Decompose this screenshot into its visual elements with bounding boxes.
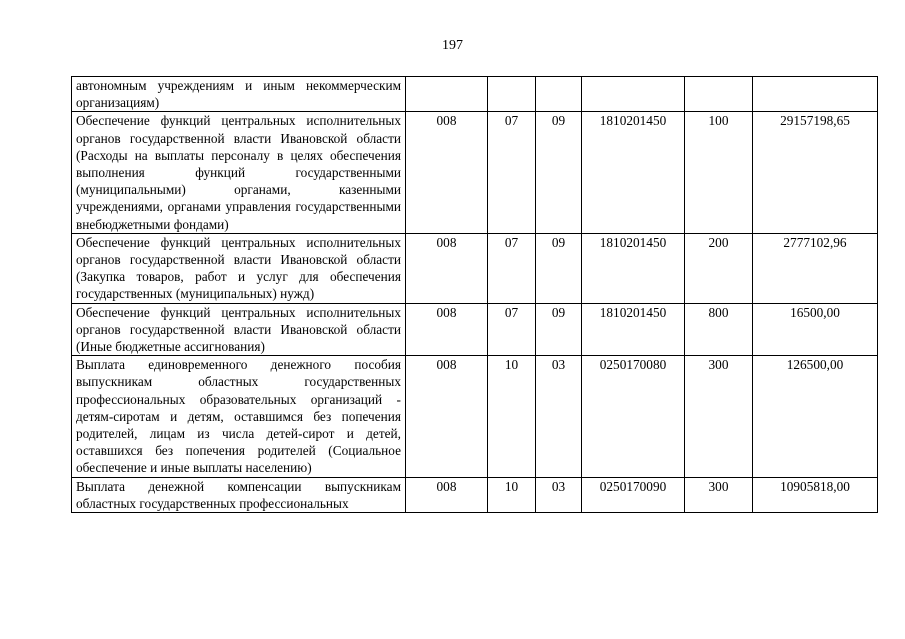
row-podrazdel: 03: [536, 356, 582, 477]
row-csr: 1810201450: [582, 112, 685, 233]
row-razdel: 10: [488, 356, 536, 477]
table-row: [72, 77, 878, 112]
table-row: [72, 477, 878, 512]
row-description: Выплата денежной компенсации выпускникам областных государственных профессиональных: [72, 477, 406, 512]
row-podrazdel: [536, 77, 582, 112]
row-description: Обеспечение функций центральных исполнительных органов государственной власти Ивановской области (Иные бюджетные ассигнования): [72, 303, 406, 356]
row-csr: 1810201450: [582, 233, 685, 303]
budget-table: [71, 76, 878, 513]
row-amount: 10905818,00: [753, 477, 878, 512]
row-razdel: 07: [488, 303, 536, 356]
row-description: Обеспечение функций центральных исполнительных органов государственной власти Ивановской области (Расходы на выплаты персоналу в целях обеспечения выполнения функций государственными (муниципальными) органами, казенными учреждениями, органами управления государственными внебюджетными фондами): [72, 112, 406, 233]
row-vr: 800: [685, 303, 753, 356]
row-ved: 008: [406, 356, 488, 477]
page-number: 197: [442, 38, 463, 53]
table-row: [72, 303, 878, 356]
row-amount: 126500,00: [753, 356, 878, 477]
row-ved: 008: [406, 112, 488, 233]
row-ved: 008: [406, 303, 488, 356]
row-ved: 008: [406, 233, 488, 303]
row-podrazdel: 09: [536, 112, 582, 233]
row-csr: [582, 77, 685, 112]
table-row: [72, 112, 878, 233]
row-vr: 300: [685, 356, 753, 477]
row-podrazdel: 03: [536, 477, 582, 512]
row-description: автономным учреждениям и иным некоммерческим организациям): [72, 77, 406, 112]
table-row: [72, 233, 878, 303]
row-vr: 100: [685, 112, 753, 233]
row-csr: 0250170080: [582, 356, 685, 477]
row-csr: 0250170090: [582, 477, 685, 512]
row-amount: [753, 77, 878, 112]
row-razdel: 10: [488, 477, 536, 512]
row-description: Обеспечение функций центральных исполнительных органов государственной власти Ивановской области (Закупка товаров, работ и услуг для обеспечения государственных (муниципальных) нужд): [72, 233, 406, 303]
row-amount: 29157198,65: [753, 112, 878, 233]
row-razdel: 07: [488, 233, 536, 303]
row-amount: 2777102,96: [753, 233, 878, 303]
row-vr: [685, 77, 753, 112]
row-podrazdel: 09: [536, 303, 582, 356]
row-vr: 200: [685, 233, 753, 303]
table-row: [72, 356, 878, 477]
row-podrazdel: 09: [536, 233, 582, 303]
row-description: Выплата единовременного денежного пособия выпускникам областных государственных профессиональных образовательных организаций - детям-сиротам и детям, оставшимся без попечения родителей, лицам из числа детей-сирот и детей, оставшихся без попечения родителей (Социальное обеспечение и иные выплаты населению): [72, 356, 406, 477]
row-ved: 008: [406, 477, 488, 512]
row-razdel: [488, 77, 536, 112]
row-razdel: 07: [488, 112, 536, 233]
row-csr: 1810201450: [582, 303, 685, 356]
row-ved: [406, 77, 488, 112]
row-amount: 16500,00: [753, 303, 878, 356]
row-vr: 300: [685, 477, 753, 512]
